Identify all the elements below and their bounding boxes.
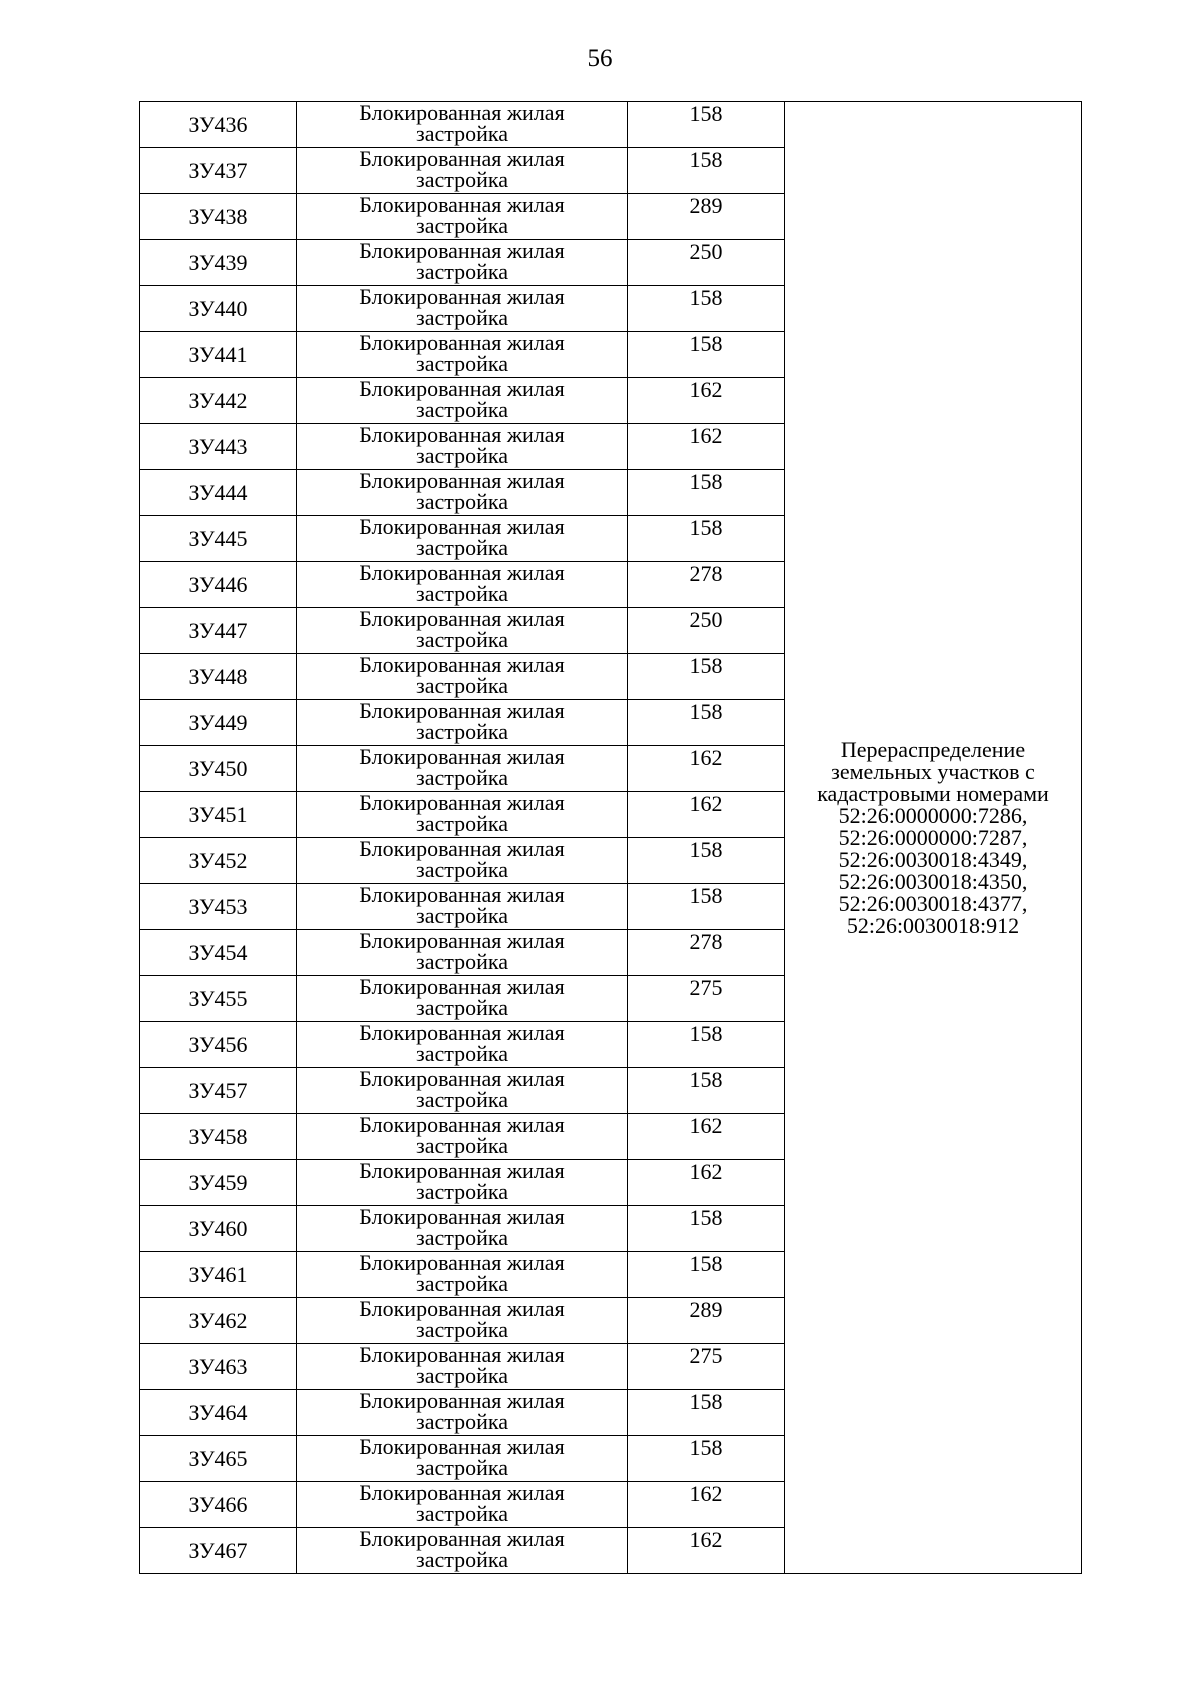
permitted-use-line: Блокированная жилая xyxy=(359,1020,565,1045)
permitted-use-cell xyxy=(297,148,628,194)
permitted-use-line: застройка xyxy=(416,489,508,514)
plot-id-cell: ЗУ443 xyxy=(140,424,297,470)
plot-area-cell: 162 xyxy=(628,1482,785,1528)
permitted-use-line: Блокированная жилая xyxy=(359,238,565,263)
permitted-use-line: застройка xyxy=(416,1041,508,1066)
permitted-use-line: застройка xyxy=(416,581,508,606)
permitted-use-cell xyxy=(297,1114,628,1160)
plot-id-cell: ЗУ460 xyxy=(140,1206,297,1252)
page-number: 56 xyxy=(587,45,613,72)
plot-area-cell: 250 xyxy=(628,608,785,654)
permitted-use-line: Блокированная жилая xyxy=(359,146,565,171)
permitted-use-cell xyxy=(297,608,628,654)
permitted-use-line: застройка xyxy=(416,1087,508,1112)
permitted-use-line: Блокированная жилая xyxy=(359,1112,565,1137)
plot-area-cell: 158 xyxy=(628,1390,785,1436)
permitted-use-line: застройка xyxy=(416,903,508,928)
permitted-use-line: Блокированная жилая xyxy=(359,284,565,309)
plot-area-cell: 158 xyxy=(628,332,785,378)
permitted-use-line: застройка xyxy=(416,397,508,422)
formation-method-cell xyxy=(785,102,1082,1574)
permitted-use-line: застройка xyxy=(416,719,508,744)
permitted-use-line: застройка xyxy=(416,167,508,192)
plot-area-cell: 158 xyxy=(628,1206,785,1252)
permitted-use-line: застройка xyxy=(416,995,508,1020)
plot-id-cell: ЗУ447 xyxy=(140,608,297,654)
land-plots-table xyxy=(139,101,1082,1574)
plot-id-cell: ЗУ440 xyxy=(140,286,297,332)
formation-method-line: 52:26:0030018:4350, xyxy=(838,868,1028,894)
plot-area-cell: 158 xyxy=(628,654,785,700)
permitted-use-line: застройка xyxy=(416,627,508,652)
permitted-use-cell xyxy=(297,194,628,240)
permitted-use-line: Блокированная жилая xyxy=(359,836,565,861)
permitted-use-line: застройка xyxy=(416,535,508,560)
permitted-use-cell xyxy=(297,1390,628,1436)
plot-id-cell: ЗУ448 xyxy=(140,654,297,700)
permitted-use-line: Блокированная жилая xyxy=(359,1480,565,1505)
plot-area-cell: 275 xyxy=(628,1344,785,1390)
plot-id-cell: ЗУ436 xyxy=(140,102,297,148)
permitted-use-line: Блокированная жилая xyxy=(359,744,565,769)
plot-area-cell: 278 xyxy=(628,930,785,976)
plot-id-cell: ЗУ450 xyxy=(140,746,297,792)
permitted-use-cell xyxy=(297,746,628,792)
permitted-use-cell xyxy=(297,1528,628,1574)
permitted-use-line: застройка xyxy=(416,811,508,836)
plot-id-cell: ЗУ438 xyxy=(140,194,297,240)
permitted-use-cell xyxy=(297,1344,628,1390)
plot-id-cell: ЗУ452 xyxy=(140,838,297,884)
permitted-use-line: застройка xyxy=(416,673,508,698)
permitted-use-cell xyxy=(297,378,628,424)
plot-area-cell: 289 xyxy=(628,1298,785,1344)
permitted-use-line: Блокированная жилая xyxy=(359,1342,565,1367)
permitted-use-line: застройка xyxy=(416,1133,508,1158)
plot-area-cell: 158 xyxy=(628,838,785,884)
plot-id-cell: ЗУ459 xyxy=(140,1160,297,1206)
plot-area-cell: 158 xyxy=(628,1436,785,1482)
formation-method-line: кадастровыми номерами xyxy=(817,780,1049,806)
plot-area-cell: 162 xyxy=(628,1528,785,1574)
permitted-use-line: застройка xyxy=(416,857,508,882)
permitted-use-line: Блокированная жилая xyxy=(359,1158,565,1183)
plot-id-cell: ЗУ439 xyxy=(140,240,297,286)
plot-area-cell: 158 xyxy=(628,884,785,930)
permitted-use-cell xyxy=(297,470,628,516)
plot-id-cell: ЗУ442 xyxy=(140,378,297,424)
plot-id-cell: ЗУ458 xyxy=(140,1114,297,1160)
plot-area-cell: 162 xyxy=(628,1160,785,1206)
plot-id-cell: ЗУ449 xyxy=(140,700,297,746)
plot-id-cell: ЗУ446 xyxy=(140,562,297,608)
plot-id-cell: ЗУ444 xyxy=(140,470,297,516)
permitted-use-line: Блокированная жилая xyxy=(359,1434,565,1459)
plot-area-cell: 158 xyxy=(628,700,785,746)
plot-area-cell: 158 xyxy=(628,1252,785,1298)
permitted-use-cell xyxy=(297,1298,628,1344)
plot-id-cell: ЗУ455 xyxy=(140,976,297,1022)
permitted-use-line: Блокированная жилая xyxy=(359,100,565,125)
permitted-use-line: Блокированная жилая xyxy=(359,1388,565,1413)
permitted-use-line: Блокированная жилая xyxy=(359,330,565,355)
plot-id-cell: ЗУ454 xyxy=(140,930,297,976)
formation-method-line: 52:26:0030018:912 xyxy=(846,912,1020,938)
permitted-use-cell xyxy=(297,1022,628,1068)
permitted-use-cell xyxy=(297,838,628,884)
permitted-use-line: застройка xyxy=(416,1501,508,1526)
plot-area-cell: 158 xyxy=(628,1022,785,1068)
plot-id-cell: ЗУ441 xyxy=(140,332,297,378)
permitted-use-cell xyxy=(297,700,628,746)
plot-id-cell: ЗУ462 xyxy=(140,1298,297,1344)
permitted-use-line: Блокированная жилая xyxy=(359,192,565,217)
permitted-use-line: застройка xyxy=(416,259,508,284)
permitted-use-cell xyxy=(297,1252,628,1298)
permitted-use-line: застройка xyxy=(416,1271,508,1296)
plot-area-cell: 158 xyxy=(628,1068,785,1114)
permitted-use-line: застройка xyxy=(416,213,508,238)
permitted-use-line: застройка xyxy=(416,121,508,146)
permitted-use-line: Блокированная жилая xyxy=(359,1296,565,1321)
permitted-use-cell xyxy=(297,1206,628,1252)
plot-id-cell: ЗУ457 xyxy=(140,1068,297,1114)
plot-id-cell: ЗУ465 xyxy=(140,1436,297,1482)
plot-area-cell: 158 xyxy=(628,102,785,148)
permitted-use-cell xyxy=(297,424,628,470)
permitted-use-line: Блокированная жилая xyxy=(359,928,565,953)
plot-area-cell: 275 xyxy=(628,976,785,1022)
plot-area-cell: 250 xyxy=(628,240,785,286)
formation-method-line: земельных участков с xyxy=(831,758,1035,784)
formation-method-line: 52:26:0030018:4349, xyxy=(838,846,1028,872)
permitted-use-line: застройка xyxy=(416,1547,508,1572)
plot-id-cell: ЗУ467 xyxy=(140,1528,297,1574)
permitted-use-cell xyxy=(297,1160,628,1206)
permitted-use-cell xyxy=(297,654,628,700)
plot-area-cell: 289 xyxy=(628,194,785,240)
plot-area-cell: 162 xyxy=(628,424,785,470)
formation-method-line: 52:26:0000000:7287, xyxy=(838,824,1028,850)
plot-id-cell: ЗУ464 xyxy=(140,1390,297,1436)
permitted-use-line: застройка xyxy=(416,1317,508,1342)
formation-method-line: Перераспределение xyxy=(840,736,1026,762)
permitted-use-line: Блокированная жилая xyxy=(359,1250,565,1275)
permitted-use-cell xyxy=(297,930,628,976)
permitted-use-cell xyxy=(297,332,628,378)
permitted-use-cell xyxy=(297,240,628,286)
permitted-use-line: Блокированная жилая xyxy=(359,1526,565,1551)
permitted-use-cell xyxy=(297,1482,628,1528)
permitted-use-line: застройка xyxy=(416,305,508,330)
permitted-use-line: Блокированная жилая xyxy=(359,560,565,585)
plot-area-cell: 158 xyxy=(628,286,785,332)
permitted-use-line: застройка xyxy=(416,1409,508,1434)
permitted-use-line: застройка xyxy=(416,1225,508,1250)
plot-area-cell: 162 xyxy=(628,792,785,838)
plot-area-cell: 162 xyxy=(628,378,785,424)
permitted-use-cell xyxy=(297,884,628,930)
plot-id-cell: ЗУ437 xyxy=(140,148,297,194)
plot-id-cell: ЗУ451 xyxy=(140,792,297,838)
permitted-use-cell xyxy=(297,562,628,608)
permitted-use-line: Блокированная жилая xyxy=(359,1204,565,1229)
permitted-use-line: Блокированная жилая xyxy=(359,790,565,815)
permitted-use-line: застройка xyxy=(416,1455,508,1480)
plot-area-cell: 158 xyxy=(628,148,785,194)
permitted-use-line: Блокированная жилая xyxy=(359,376,565,401)
formation-method-line: 52:26:0030018:4377, xyxy=(838,890,1028,916)
permitted-use-cell xyxy=(297,516,628,562)
table-row xyxy=(140,102,1082,148)
formation-method-line: 52:26:0000000:7286, xyxy=(838,802,1028,828)
plot-area-cell: 162 xyxy=(628,1114,785,1160)
plot-area-cell: 278 xyxy=(628,562,785,608)
permitted-use-line: застройка xyxy=(416,949,508,974)
permitted-use-line: Блокированная жилая xyxy=(359,514,565,539)
permitted-use-line: Блокированная жилая xyxy=(359,468,565,493)
plot-id-cell: ЗУ461 xyxy=(140,1252,297,1298)
permitted-use-line: Блокированная жилая xyxy=(359,698,565,723)
permitted-use-cell xyxy=(297,792,628,838)
permitted-use-cell xyxy=(297,1068,628,1114)
permitted-use-line: застройка xyxy=(416,443,508,468)
permitted-use-line: Блокированная жилая xyxy=(359,422,565,447)
plot-id-cell: ЗУ463 xyxy=(140,1344,297,1390)
permitted-use-line: Блокированная жилая xyxy=(359,882,565,907)
permitted-use-cell xyxy=(297,976,628,1022)
plot-id-cell: ЗУ445 xyxy=(140,516,297,562)
plot-id-cell: ЗУ453 xyxy=(140,884,297,930)
permitted-use-line: застройка xyxy=(416,1179,508,1204)
plot-id-cell: ЗУ466 xyxy=(140,1482,297,1528)
permitted-use-line: застройка xyxy=(416,1363,508,1388)
permitted-use-line: Блокированная жилая xyxy=(359,974,565,999)
plot-area-cell: 158 xyxy=(628,516,785,562)
permitted-use-cell xyxy=(297,102,628,148)
plot-id-cell: ЗУ456 xyxy=(140,1022,297,1068)
land-plots-table-body xyxy=(140,102,1082,1574)
plot-area-cell: 162 xyxy=(628,746,785,792)
permitted-use-line: Блокированная жилая xyxy=(359,652,565,677)
permitted-use-cell xyxy=(297,1436,628,1482)
permitted-use-line: застройка xyxy=(416,351,508,376)
permitted-use-line: застройка xyxy=(416,765,508,790)
plot-area-cell: 158 xyxy=(628,470,785,516)
permitted-use-cell xyxy=(297,286,628,332)
permitted-use-line: Блокированная жилая xyxy=(359,1066,565,1091)
permitted-use-line: Блокированная жилая xyxy=(359,606,565,631)
